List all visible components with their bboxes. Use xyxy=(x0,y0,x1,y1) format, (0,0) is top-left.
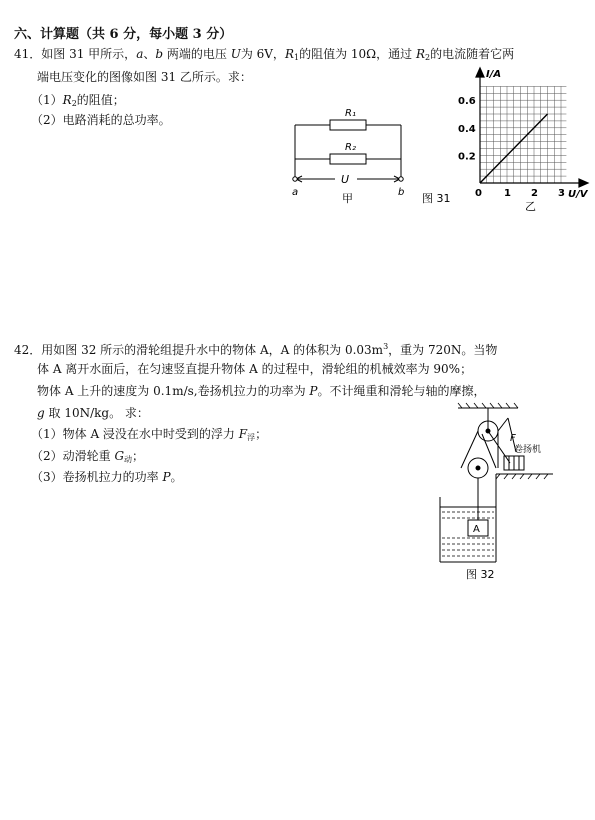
q42-item2: （2）动滑轮重 $G_动$； xyxy=(31,449,145,464)
x-axis-label: U/V xyxy=(568,189,588,200)
winch-label: 卷扬机 xyxy=(514,445,542,455)
y-tick-label: 0.4 xyxy=(458,123,476,135)
section-title: 六、计算题（共 6 分，每小题 3 分） xyxy=(14,27,233,42)
q42-item1: （1）物体 A 浸没在水中时受到的浮力 $F_浮$； xyxy=(31,427,268,442)
y-tick-label: 0.2 xyxy=(458,151,476,163)
q42-item3: （3）卷扬机拉力的功率 P。 xyxy=(31,470,183,484)
q42-line4: g 取 10N/kg。 求： xyxy=(37,406,149,420)
pulley-figure xyxy=(428,402,578,587)
graph-grid xyxy=(480,86,566,183)
caption-yi: 乙 xyxy=(525,200,536,213)
q42-line2: 体 A 离开水面后，在匀速竖直提升物体 A 的过程中，滑轮组的机械效率为 90%； xyxy=(37,362,473,376)
r1-label: R₁ xyxy=(345,108,356,119)
y-axis-arrow xyxy=(476,68,484,77)
q41-number: 41． xyxy=(14,47,42,61)
circuit-diagram xyxy=(285,100,465,210)
y-axis-label: I/A xyxy=(486,69,502,80)
force-label: F xyxy=(510,433,516,444)
u-label: U xyxy=(341,173,350,186)
x-tick-label: 3 xyxy=(558,188,565,199)
caption-fig31: 图 31 xyxy=(422,192,451,205)
r2-resistor xyxy=(330,154,366,164)
q42-line3: 物体 A 上升的速度为 0.1m/s,卷扬机拉力的功率为 P。不计绳重和滑轮与轴的摩擦， xyxy=(37,384,486,398)
caption-fig32: 图 32 xyxy=(466,568,495,581)
origin-label: 0 xyxy=(475,188,482,199)
q42-number: 42． xyxy=(14,343,42,357)
q41-item1: $(1)R_2$的阻值； xyxy=(31,93,125,108)
iu-graph xyxy=(455,65,595,215)
b-label: b xyxy=(398,187,405,198)
q42-line1: 42．用如图 32 所示的滑轮组提升水中的物体 A，A 的体积为 $0.03m^3$，重为 720N。当物 xyxy=(14,342,498,357)
terminal-b xyxy=(399,177,403,181)
r1-resistor xyxy=(330,120,366,130)
caption-jia: 甲 xyxy=(342,192,353,205)
x-tick-label: 2 xyxy=(531,188,538,199)
object-a-label: A xyxy=(473,524,480,535)
x-tick-label: 1 xyxy=(504,188,511,199)
x-axis-arrow xyxy=(579,179,588,187)
q41-item2: （2）电路消耗的总功率。 xyxy=(31,113,171,127)
r2-label: R₂ xyxy=(345,142,356,153)
y-tick-label: 0.6 xyxy=(458,96,476,108)
a-label: a xyxy=(292,187,299,198)
q41-line1: 41．如图 31 甲所示，a、b 两端的电压 U为 6V，$R_1$的阻值为 10Ω，通过 $R_2$的电流随着它两 xyxy=(14,47,515,62)
q41-line2: 端电压变化的图像如图 31 乙所示。求： xyxy=(37,70,252,84)
terminal-a xyxy=(293,177,297,181)
